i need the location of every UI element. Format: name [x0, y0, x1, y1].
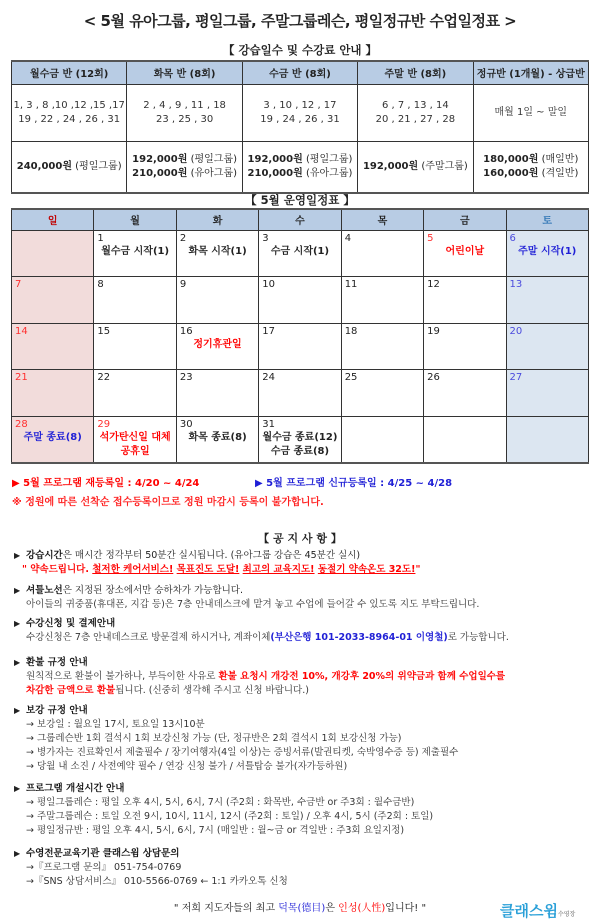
day-event: 주말 시작(1) [518, 245, 577, 257]
promise-item: 목표진도 도달! [176, 564, 240, 575]
day-event: 화목 시작(1) [188, 245, 247, 257]
day-number: 12 [427, 279, 440, 290]
calendar-day [424, 323, 506, 370]
day-event: 석가탄신일 대체공휴일 [99, 431, 171, 457]
notice-refund [14, 656, 594, 698]
calendar-week [12, 230, 589, 277]
price-amount: 192,000원 [247, 153, 303, 165]
fee-header: 화목 반 (8회) [127, 61, 242, 84]
motto-text: " 저희 지도자들의 최고 [173, 903, 279, 914]
day-number: 20 [509, 325, 523, 337]
calendar-week [12, 323, 589, 370]
registration-warning: ※ 정원에 따른 선착순 접수등록이므로 정원 마감시 등록이 불가합니다. [12, 497, 324, 508]
weekday-header: 월 [94, 209, 176, 230]
promise-end: " [415, 564, 421, 575]
promise-text: " 약속드립니다. [22, 564, 89, 575]
day-event: 수금 시작(1) [270, 245, 330, 257]
bullet-triangle-icon: ▶ [14, 619, 21, 628]
price-line [127, 167, 241, 181]
classwim-logo [500, 900, 575, 921]
price-line [243, 167, 357, 181]
bank-account: (부산은행 101-2033-8964-01 이영철) [270, 632, 448, 643]
calendar-day [506, 277, 588, 324]
calendar-day [341, 370, 423, 417]
fee-table [11, 60, 589, 194]
date-line: 23 , 25 , 30 [155, 113, 214, 125]
fee-header: 정규반 (1개월) - 상급반 [473, 61, 588, 84]
price-group: (평일그룹) [190, 153, 238, 165]
motto-virtue: 덕목(德目) [278, 903, 326, 914]
date-line: 19 , 22 , 24 , 26 , 31 [18, 113, 121, 125]
notice-heading: 보강 규정 안내 [26, 705, 88, 716]
logo-text: 클래스윔 [500, 902, 558, 920]
bullet-triangle-icon: ▶ [14, 784, 21, 793]
date-line: 19 , 24 , 26 , 31 [260, 113, 340, 125]
fee-header-row [12, 61, 589, 84]
calendar-day [424, 230, 506, 277]
calendar-day [506, 370, 588, 417]
refund-policy: 차감한 금액으로 환불 [26, 685, 116, 696]
price-amount: 210,000원 [132, 167, 188, 179]
price-group: (유아그룹) [305, 167, 353, 179]
fee-dates-cell [12, 84, 127, 141]
day-number: 25 [344, 372, 358, 383]
calendar-day [424, 277, 506, 324]
date-line: 2 , 4 , 9 , 11 , 18 [143, 99, 226, 111]
price-line [243, 153, 357, 167]
fee-header: 수금 반 (8회) [242, 61, 357, 84]
price-group: (유아그룹) [190, 167, 238, 179]
price-amount: 210,000원 [247, 167, 303, 179]
calendar-day [176, 277, 258, 324]
day-number: 19 [427, 325, 440, 337]
fee-header: 월수금 반 (12회) [12, 61, 127, 84]
price-group: (주말그룹) [421, 160, 468, 172]
notice-line: → 평일그룹레슨 : 평일 오후 4시, 5시, 6시, 7시 (주2회 : 화목반, 수금반 or 주3회 : 월수금반) [26, 797, 415, 808]
date-line: 6 , 7 , 13 , 14 [381, 99, 449, 111]
calendar-day [12, 416, 94, 463]
price-group: (평일그룹) [75, 160, 122, 172]
fee-dates-cell [242, 84, 357, 141]
calendar-day [94, 230, 176, 277]
price-amount: 240,000원 [16, 160, 72, 172]
calendar-day [176, 323, 258, 370]
notice-text: 로 가능합니다. [447, 632, 509, 643]
day-event: 주말 종료(8) [23, 431, 82, 443]
notice-lesson-time [14, 549, 594, 577]
promise-item: 최고의 교육지도! [242, 564, 315, 575]
notice-text: 은 매시간 정각부터 50분간 실시됩니다. (유아그룹 강습은 45분간 실시) [62, 550, 361, 561]
fee-price-cell [358, 141, 473, 193]
notice-text: 아이들의 귀중품(휴대폰, 지갑 등)은 7층 안내데스크에 맡겨 놓고 수업에 들어갈 수 있도록 지도 부탁드립니다. [26, 599, 480, 610]
notice-text: 됩니다. (신중히 생각해 주시고 신청 바랍니다.) [115, 685, 309, 696]
promise-item: 철저한 케어서비스! [92, 564, 174, 575]
notice-line: → 그룹레슨반 1회 결석시 1회 보강신청 가능 (단, 정규반은 2회 결석시 1회 보강신청 가능) [26, 733, 402, 744]
notice-text: 수강신청은 7층 안내데스크로 방문결제 하시거나, 계좌이체 [26, 632, 271, 643]
new-registration-period: ▶ 5월 프로그램 신규등록일 : 4/25 ~ 4/28 [255, 478, 453, 489]
motto-text: 은 [325, 903, 339, 914]
bullet-triangle-icon: ▶ [14, 706, 21, 715]
calendar-day [176, 230, 258, 277]
price-group: (평일그룹) [305, 153, 353, 165]
fee-price-cell [127, 141, 242, 193]
weekday-header: 일 [12, 209, 94, 230]
day-number: 27 [509, 372, 523, 383]
bullet-triangle-icon: ▶ [14, 586, 21, 595]
calendar-day [259, 370, 341, 417]
calendar-day [259, 230, 341, 277]
contact-sns: →『SNS 상담서비스』 010-5566-0769 ← 1:1 카카오톡 신청 [26, 876, 288, 887]
calendar-day [259, 416, 341, 463]
notice-text: 은 지정된 장소에서만 승하차가 가능합니다. [62, 585, 244, 596]
calendar-day [12, 230, 94, 277]
weekday-header: 수 [259, 209, 341, 230]
price-amount: 192,000원 [132, 153, 188, 165]
day-number: 28 [15, 418, 28, 430]
notice-heading: 수영전문교육기관 클래스윔 상담문의 [26, 848, 180, 859]
calendar-day [259, 277, 341, 324]
notice-heading: 환불 규정 안내 [26, 657, 88, 668]
notice-makeup [14, 704, 594, 774]
day-event: 월수금 시작(1) [101, 245, 170, 257]
price-amount: 160,000원 [483, 167, 539, 179]
day-number: 31 [262, 418, 275, 430]
page-title: < 5월 유아그룹, 평일그룹, 주말그룹레슨, 평일정규반 수업일정표 > [83, 12, 517, 30]
calendar-day [176, 370, 258, 417]
calendar-day [424, 370, 506, 417]
calendar-day [506, 230, 588, 277]
fee-price-cell [473, 141, 588, 193]
day-number: 9 [179, 279, 187, 290]
day-number: 26 [427, 372, 440, 383]
motto-character: 인성(人性) [338, 903, 386, 914]
day-number: 10 [262, 279, 275, 290]
day-number: 29 [97, 418, 111, 430]
calendar-day [12, 277, 94, 324]
reregistration-period: ▶ 5월 프로그램 재등록일 : 4/20 ~ 4/24 [12, 478, 200, 489]
day-number: 24 [262, 372, 275, 383]
notice-line: → 평일정규반 : 평일 오후 4시, 5시, 6시, 7시 (매일반 : 월~금 or 격일반 : 주3회 요일지정) [26, 825, 405, 836]
notice-line: → 주말그룹레슨 : 토일 오전 9시, 10시, 11시, 12시 (주2회 : 토일) / 오후 4시, 5시 (주2회 : 토일) [26, 811, 434, 822]
day-number: 6 [509, 232, 516, 244]
price-line [12, 160, 126, 174]
price-amount: 180,000원 [483, 153, 539, 165]
fee-dates-row [12, 84, 589, 141]
notice-line: → 당월 내 소진 / 사전예약 필수 / 연강 신청 불가 / 셔틀탑승 불가(자가등하원) [26, 761, 348, 772]
day-number: 3 [262, 232, 269, 244]
calendar-title: 【 5월 운영일정표 】 [245, 193, 355, 207]
calendar-weekday-row [12, 209, 589, 230]
day-number: 2 [179, 232, 187, 244]
notice-line: → 보강일 : 월요일 17시, 토요일 13시10분 [26, 719, 205, 730]
fee-header: 주말 반 (8회) [358, 61, 473, 84]
calendar-day [12, 323, 94, 370]
day-number: 1 [97, 232, 104, 244]
calendar-week [12, 277, 589, 324]
day-number: 11 [344, 279, 358, 290]
notice-line: → 병가자는 진료확인서 제출필수 / 장기여행자(4일 이상)는 증빙서류(발권티켓, 숙박영수증 등) 제출필수 [26, 747, 459, 758]
notice-heading: 강습시간 [26, 550, 63, 561]
day-event: 어린이날 [445, 245, 485, 257]
day-number: 7 [15, 279, 22, 290]
price-amount: 192,000원 [362, 160, 419, 172]
notice-payment [14, 617, 594, 645]
day-number: 14 [15, 325, 28, 337]
day-number: 4 [344, 232, 352, 244]
price-line [474, 153, 588, 167]
calendar-day [341, 416, 423, 463]
fee-price-cell [12, 141, 127, 193]
weekday-header: 토 [506, 209, 588, 230]
calendar-day [341, 323, 423, 370]
date-line: 20 , 21 , 27 , 28 [375, 113, 456, 125]
day-number: 8 [97, 279, 104, 290]
calendar-day [94, 323, 176, 370]
fee-section-title: 【 강습일수 및 수강료 안내 】 [222, 43, 378, 57]
notice-heading: 셔틀노선 [26, 585, 63, 596]
date-line: 매월 1일 ~ 말일 [494, 106, 568, 118]
weekday-header: 금 [424, 209, 506, 230]
calendar-day [341, 277, 423, 324]
price-group: (격일반) [541, 167, 579, 179]
calendar-week [12, 416, 589, 463]
fee-dates-cell [127, 84, 242, 141]
bullet-triangle-icon: ▶ [14, 551, 21, 560]
day-number: 5 [427, 232, 434, 244]
notice-text: 원칙적으로 환불이 불가하나, 부득이한 사유로 [26, 671, 219, 682]
calendar-week [12, 370, 589, 417]
day-number: 13 [509, 279, 523, 290]
day-event: 월수금 종료(12) 수금 종료(8) [262, 431, 338, 457]
fee-dates-cell [358, 84, 473, 141]
notice-heading: 수강신청 및 결제안내 [26, 618, 116, 629]
fee-prices-row [12, 141, 589, 193]
calendar-day [341, 230, 423, 277]
price-line [127, 153, 241, 167]
calendar-day [259, 323, 341, 370]
weekday-header: 목 [341, 209, 423, 230]
day-number: 30 [179, 418, 193, 430]
date-line: 1, 3 , 8 ,10 ,12 ,15 ,17 [13, 99, 125, 111]
calendar-day [176, 416, 258, 463]
fee-dates-cell [473, 84, 588, 141]
notice-heading: 프로그램 개설시간 안내 [26, 783, 125, 794]
calendar-day [94, 416, 176, 463]
logo-sub: 수영장 [557, 911, 576, 918]
bullet-triangle-icon: ▶ [14, 849, 21, 858]
day-number: 16 [179, 325, 193, 337]
contact-phone: →『프로그램 문의』 051-754-0769 [26, 862, 182, 873]
notice-title: 【 공 지 사 항 】 [258, 532, 342, 545]
price-group: (매일반) [541, 153, 579, 165]
calendar-day [424, 416, 506, 463]
notice-schedule [14, 782, 594, 838]
fee-price-cell [242, 141, 357, 193]
day-number: 22 [97, 372, 111, 383]
day-number: 21 [15, 372, 28, 383]
price-line [358, 160, 472, 174]
day-number: 23 [179, 372, 193, 383]
day-number: 17 [262, 325, 275, 337]
day-event: 정기휴관일 [193, 338, 242, 350]
calendar-day [506, 416, 588, 463]
calendar-day [12, 370, 94, 417]
motto-text: 입니다! " [385, 903, 427, 914]
bullet-triangle-icon: ▶ [14, 658, 21, 667]
refund-policy: 환불 요청시 개강전 10%, 개강후 20%의 위약금과 함께 수업일수를 [218, 671, 506, 682]
notice-contact [14, 847, 594, 889]
day-number: 15 [97, 325, 111, 337]
promise-item: 동절기 약속온도 32도! [317, 564, 416, 575]
calendar-day [94, 277, 176, 324]
notice-shuttle [14, 584, 594, 612]
day-event: 화목 종료(8) [188, 431, 247, 443]
date-line: 3 , 10 , 12 , 17 [263, 99, 337, 111]
calendar [11, 208, 589, 464]
price-line [474, 167, 588, 181]
calendar-day [506, 323, 588, 370]
calendar-day [94, 370, 176, 417]
weekday-header: 화 [176, 209, 258, 230]
day-number: 18 [344, 325, 358, 337]
